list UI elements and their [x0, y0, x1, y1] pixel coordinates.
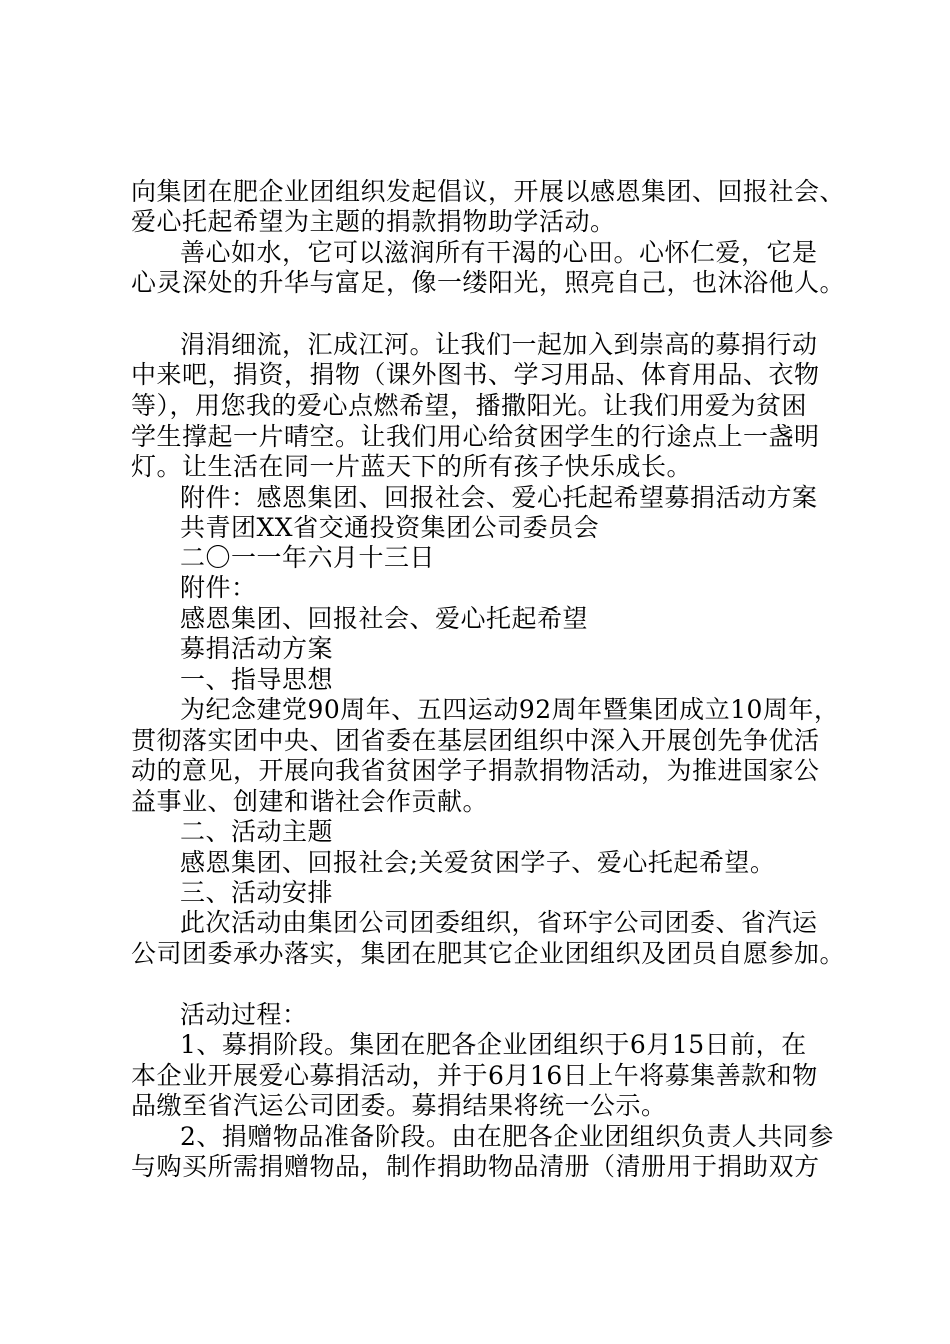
text-line: 与购买所需捐赠物品，制作捐助物品清册（清册用于捐助双方: [131, 1152, 820, 1181]
section-heading: 二、活动主题: [180, 817, 334, 846]
text-line: 学生撑起一片晴空。让我们用心给贫困学生的行途点上一盏明: [131, 422, 820, 451]
text-line: 感恩集团、回报社会、爱心托起希望: [180, 604, 589, 633]
text-line: 善心如水，它可以滋润所有干渴的心田。心怀仁爱，它是: [180, 238, 818, 267]
text-line: 益事业、创建和谐社会作贡献。: [131, 787, 489, 816]
text-line: 品缴至省汽运公司团委。募捐结果将统一公示。: [131, 1091, 667, 1120]
text-line: 向集团在肥企业团组织发起倡议，开展以感恩集团、回报社会、: [131, 177, 846, 206]
text-line: 感恩集团、回报社会;关爱贫困学子、爱心托起希望。: [180, 848, 776, 877]
text-line: 2、捐赠物品准备阶段。由在肥各企业团组织负责人共同参: [180, 1122, 834, 1151]
text-line: 为纪念建党90周年、五四运动92周年暨集团成立10周年，: [180, 695, 840, 724]
text-line: 二〇一一年六月十三日: [180, 543, 436, 572]
text-line: 灯。让生活在同一片蓝天下的所有孩子快乐成长。: [131, 452, 693, 481]
text-line: 附件：感恩集团、回报社会、爱心托起希望募捐活动方案: [180, 483, 818, 512]
text-line: 本企业开展爱心募捐活动，并于6月16日上午将募集善款和物: [131, 1061, 818, 1090]
text-line: 1、募捐阶段。集团在肥各企业团组织于6月15日前，在: [180, 1030, 807, 1059]
text-line: 此次活动由集团公司团委组织，省环宇公司团委、省汽运: [180, 908, 818, 937]
text-line: 等），用您我的爱心点燃希望，播撒阳光。让我们用爱为贫困: [131, 391, 808, 420]
text-line: 动的意见，开展向我省贫困学子捐款捐物活动，为推进国家公: [131, 756, 820, 785]
text-line: 活动过程：: [180, 1000, 308, 1029]
text-line: 中来吧，捐资，捐物（课外图书、学习用品、体育用品、衣物: [131, 360, 820, 389]
text-line: 心灵深处的升华与富足，像一缕阳光，照亮自己，也沐浴他人。: [131, 268, 846, 297]
text-line: 共青团XX省交通投资集团公司委员会: [180, 513, 600, 542]
text-line: 贯彻落实团中央、团省委在基层团组织中深入开展创先争优活: [131, 726, 820, 755]
section-heading: 三、活动安排: [180, 878, 334, 907]
text-line: 公司团委承办落实，集团在肥其它企业团组织及团员自愿参加。: [131, 939, 846, 968]
text-line: 涓涓细流，汇成江河。让我们一起加入到崇高的募捐行动: [180, 330, 818, 359]
text-line: 募捐活动方案: [180, 634, 334, 663]
section-heading: 一、指导思想: [180, 665, 334, 694]
text-line: 爱心托起希望为主题的捐款捐物助学活动。: [131, 207, 616, 236]
text-line: 附件：: [180, 573, 257, 602]
